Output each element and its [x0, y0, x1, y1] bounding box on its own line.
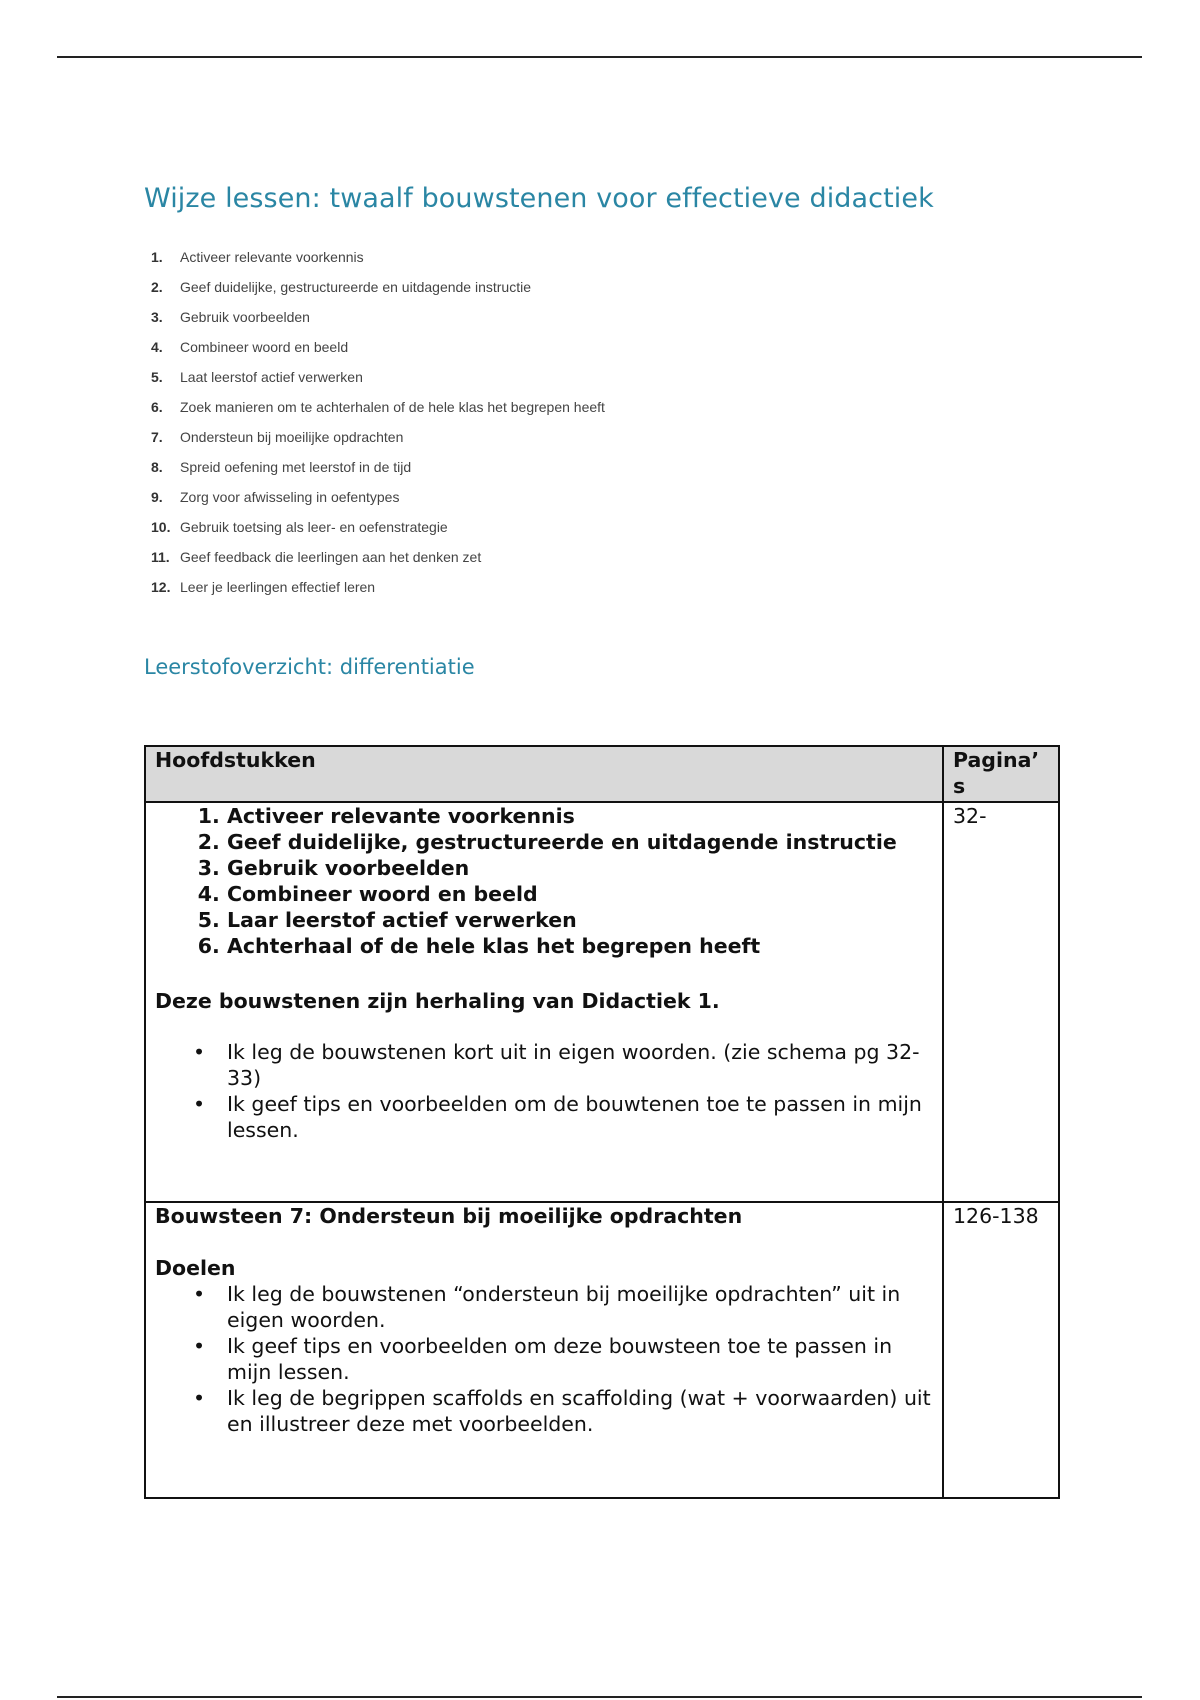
- list-item: [151, 367, 605, 397]
- table-row: [145, 1202, 1059, 1498]
- goal-item: • Ik leg de bouwstenen “ondersteun bij moeilijke opdrachten” uit in eigen woorden.: [227, 1281, 933, 1333]
- list-number: 3.: [151, 309, 163, 325]
- list-text: Gebruik toetsing als leer- en oefenstrategie: [180, 519, 448, 535]
- goal-item: • Ik leg de bouwstenen kort uit in eigen woorden. (zie schema pg 32-33): [227, 1039, 933, 1091]
- list-text: Laat leerstof actief verwerken: [180, 369, 363, 385]
- section-subtitle: Leerstofoverzicht: differentiatie: [144, 655, 475, 679]
- list-number: 8.: [151, 459, 163, 475]
- header-rule: [57, 56, 1142, 58]
- overview-table: [144, 745, 1060, 1499]
- list-number: 10.: [151, 519, 171, 535]
- list-number: 11.: [151, 549, 170, 565]
- chapter-item: 3. Gebruik voorbeelden: [227, 855, 933, 881]
- list-number: 1.: [151, 249, 163, 265]
- goal-item: • Ik leg de begrippen scaffolds en scaffolding (wat + voorwaarden) uit en illustreer deze met voorbeelden.: [227, 1385, 933, 1437]
- list-number: 2.: [151, 279, 163, 295]
- goals-label: Doelen: [155, 1256, 236, 1280]
- list-text: Leer je leerlingen effectief leren: [180, 579, 376, 595]
- list-item: [151, 337, 605, 367]
- goal-item: • Ik geef tips en voorbeelden om deze bouwsteen toe te passen in mijn lessen.: [227, 1333, 933, 1385]
- list-text: Ondersteun bij moeilijke opdrachten: [180, 429, 404, 445]
- list-item: [151, 457, 605, 487]
- list-item: [151, 307, 605, 337]
- repetition-note: Deze bouwstenen zijn herhaling van Didactiek 1.: [155, 989, 720, 1013]
- pages-cell: 126-138: [943, 1202, 1059, 1498]
- chapters-cell: [145, 802, 943, 1202]
- list-number: 9.: [151, 489, 163, 505]
- list-item: [151, 277, 605, 307]
- goal-item: • Ik geef tips en voorbeelden om de bouwtenen toe te passen in mijn lessen.: [227, 1091, 933, 1143]
- header-chapters: Hoofdstukken: [145, 746, 943, 802]
- list-text: Zorg voor afwisseling in oefentypes: [180, 489, 400, 505]
- list-item: [151, 397, 605, 427]
- chapter-item: 6. Achterhaal of de hele klas het begrepen heeft: [227, 933, 933, 959]
- list-item: [151, 547, 605, 577]
- list-number: 6.: [151, 399, 163, 415]
- goals-list: [155, 1039, 933, 1143]
- list-text: Geef duidelijke, gestructureerde en uitdagende instructie: [180, 279, 531, 295]
- list-text: Geef feedback die leerlingen aan het denken zet: [180, 549, 482, 565]
- list-text: Spreid oefening met leerstof in de tijd: [180, 459, 412, 475]
- list-text: Activeer relevante voorkennis: [180, 249, 364, 265]
- list-number: 5.: [151, 369, 163, 385]
- table-row: [145, 802, 1059, 1202]
- list-number: 4.: [151, 339, 163, 355]
- pages-cell: 32-: [943, 802, 1059, 1202]
- list-item: [151, 517, 605, 547]
- list-text: Combineer woord en beeld: [180, 339, 349, 355]
- chapters-cell: [145, 1202, 943, 1498]
- list-item: [151, 427, 605, 457]
- list-item: [151, 487, 605, 517]
- chapter-item: 1. Activeer relevante voorkennis: [227, 803, 933, 829]
- list-item: [151, 577, 605, 607]
- list-item: [151, 247, 605, 277]
- building-blocks-list: [151, 247, 605, 607]
- page-title: Wijze lessen: twaalf bouwstenen voor effectieve didactiek: [144, 183, 934, 214]
- list-number: 7.: [151, 429, 163, 445]
- chapter-item: 5. Laar leerstof actief verwerken: [227, 907, 933, 933]
- header-pages: Pagina’s: [943, 746, 1059, 802]
- chapter-item: 4. Combineer woord en beeld: [227, 881, 933, 907]
- list-number: 12.: [151, 579, 171, 595]
- chapter-list: [155, 803, 933, 959]
- table-header-row: [145, 746, 1059, 802]
- chapter-item: 2. Geef duidelijke, gestructureerde en uitdagende instructie: [227, 829, 933, 855]
- footer-rule: [57, 1696, 1142, 1698]
- list-text: Gebruik voorbeelden: [180, 309, 310, 325]
- goals-list: [155, 1281, 933, 1437]
- list-text: Zoek manieren om te achterhalen of de hele klas het begrepen heeft: [180, 399, 605, 415]
- bouwsteen-heading: Bouwsteen 7: Ondersteun bij moeilijke opdrachten: [155, 1204, 743, 1228]
